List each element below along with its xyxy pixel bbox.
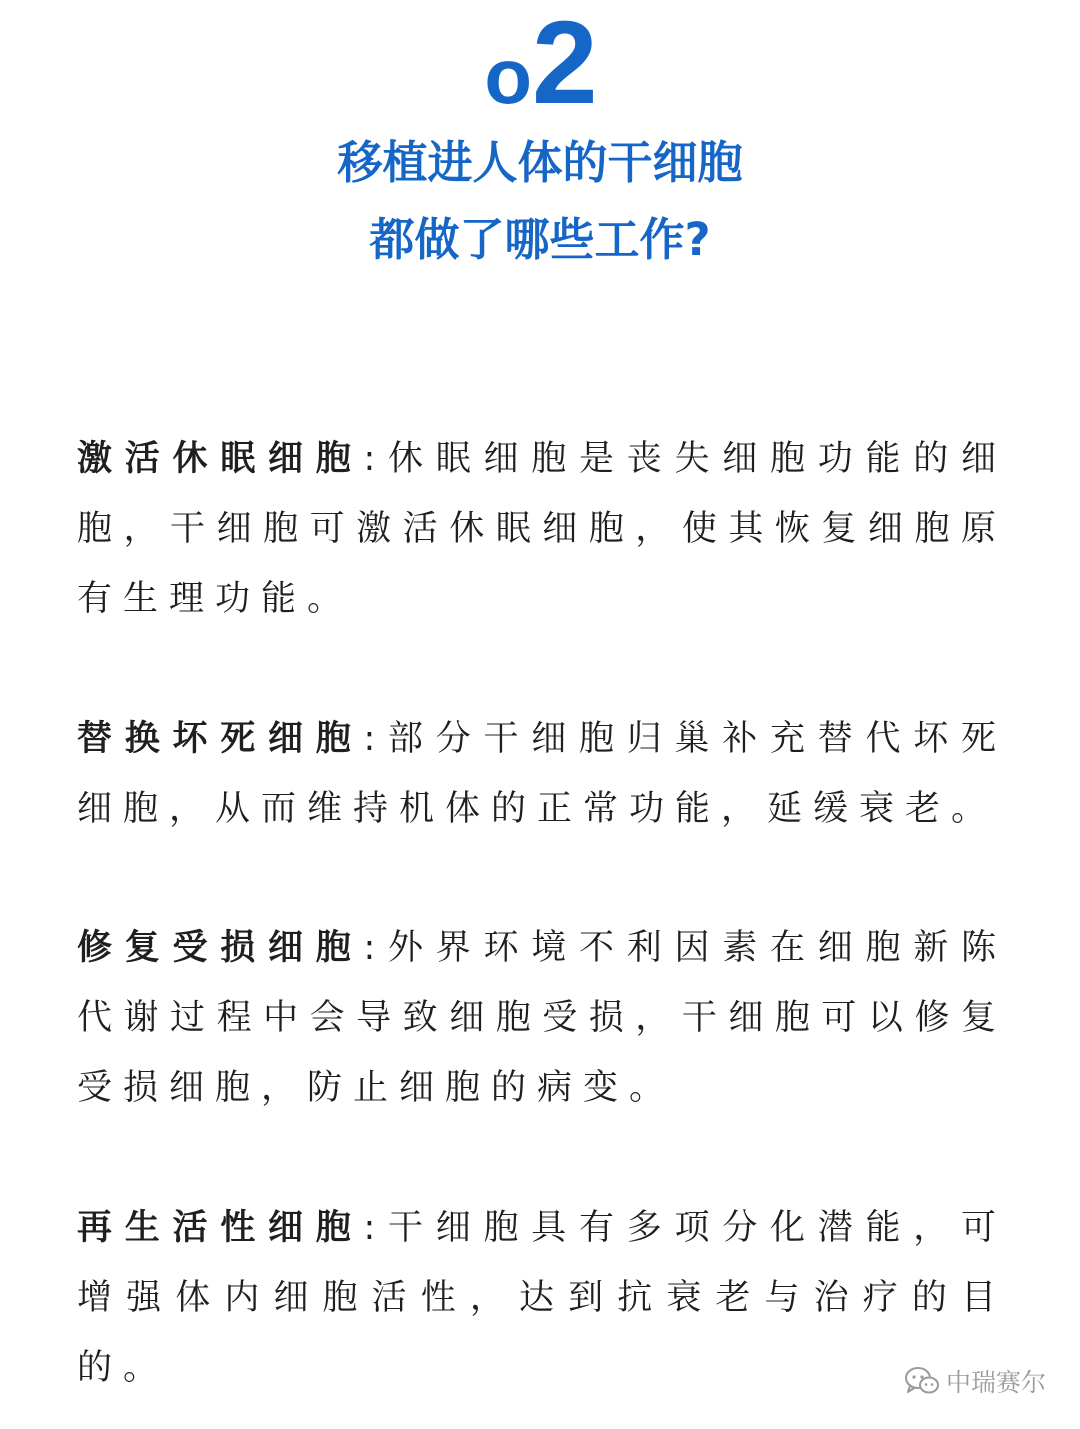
paragraph-body: 部分干细胞归巢补充替代坏死细胞，从而维持机体的正常功能，延缓衰老。: [77, 719, 1007, 829]
paragraph-term: 修复受损细胞: [77, 928, 364, 968]
paragraph-body: 干细胞具有多项分化潜能，可增强体内细胞活性，达到抗衰老与治疗的目的。: [77, 1208, 1007, 1388]
section-number: [0, 0, 1080, 129]
paragraph-term: 激活休眠细胞: [77, 439, 364, 479]
paragraph-repair-damaged-cells: [77, 913, 1007, 1123]
paragraph-colon: :: [363, 928, 387, 968]
wechat-icon: [904, 1366, 940, 1396]
paragraph-activate-dormant-cells: [77, 424, 1007, 634]
paragraph-body: 休眠细胞是丧失细胞功能的细胞，干细胞可激活休眠细胞，使其恢复细胞原有生理功能。: [77, 439, 1007, 619]
section-number-big: 2: [532, 0, 596, 129]
section-number-small: o: [484, 32, 532, 120]
page-title-line-1: 移植进人体的干细胞: [337, 136, 743, 189]
paragraph-body: 外界环境不利因素在细胞新陈代谢过程中会导致细胞受损，干细胞可以修复受损细胞，防止细胞的病变。: [77, 928, 1007, 1108]
paragraph-regenerate-active-cells: [77, 1193, 1007, 1403]
paragraph-colon: :: [363, 439, 387, 479]
page-title-line-2: 都做了哪些工作?: [369, 213, 711, 266]
watermark-text: 中瑞赛尔: [945, 1368, 1046, 1397]
paragraph-replace-necrotic-cells: [77, 704, 1007, 844]
paragraph-colon: :: [363, 719, 387, 759]
paragraph-colon: :: [363, 1208, 387, 1248]
watermark: [904, 1363, 1046, 1399]
paragraph-term: 替换坏死细胞: [77, 719, 364, 759]
paragraph-term: 再生活性细胞: [77, 1208, 364, 1248]
